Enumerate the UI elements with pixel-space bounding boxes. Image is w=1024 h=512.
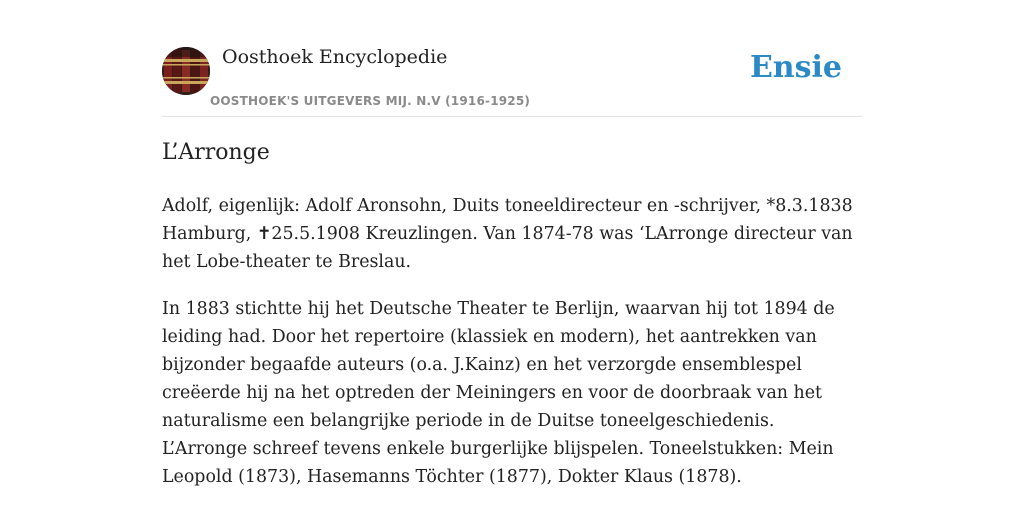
entry-body bbox=[162, 192, 862, 510]
source-subtitle: OOSTHOEK'S UITGEVERS MIJ. N.V (1916-1925) bbox=[210, 94, 531, 108]
source-title[interactable]: Oosthoek Encyclopedie bbox=[222, 46, 448, 68]
entry-paragraph: Adolf, eigenlijk: Adolf Aronsohn, Duits toneeldirecteur en -schrijver, *8.3.1838 Hamburg, ✝25.5.1908 Kreuzlingen. Van 1874-78 was ‘LArronge directeur van het Lobe-theater te Breslau. bbox=[162, 196, 853, 272]
source-header bbox=[162, 44, 862, 117]
book-spines-icon[interactable] bbox=[162, 47, 210, 95]
brand-logo[interactable]: Ensie bbox=[749, 50, 842, 85]
entry-paragraph: In 1883 stichtte hij het Deutsche Theater te Berlijn, waarvan hij tot 1894 de leiding had. Door het repertoire (klassiek en modern), het aantrekken van bijzonder begaafde auteurs (o.a. J.Kainz) en het verzorgde ensemblespel creëerde hij na het optreden der Meiningers en voor de doorbraak van het naturalisme een belangrijke periode in de Duitse toneelgeschiedenis. L’Arronge schreef tevens enkele burgerlijke blijspelen. Toneelstukken: Mein Leopold (1873), Hasemanns Töchter (1877), Dokter Klaus (1878). bbox=[162, 299, 835, 487]
entry-title: L’Arronge bbox=[162, 140, 270, 165]
